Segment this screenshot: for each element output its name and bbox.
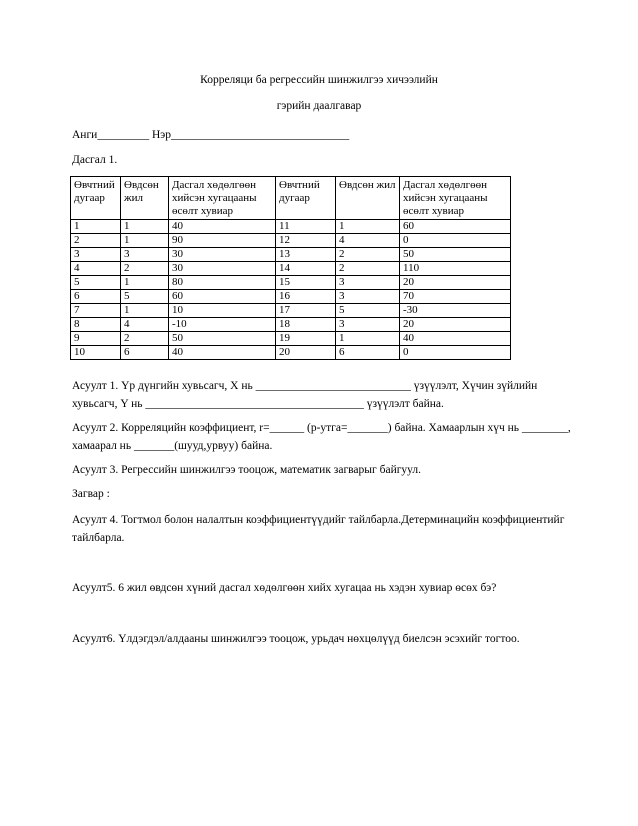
- table-header-cell: Дасгал хөдөлгөөн хийсэн хугацааны өсөлт хувиар: [400, 177, 511, 220]
- table-cell: 18: [276, 318, 336, 332]
- table-cell: 16: [276, 290, 336, 304]
- table-header-cell: Өвдсөн жил: [336, 177, 400, 220]
- table-cell: 20: [400, 318, 511, 332]
- table-cell: 13: [276, 248, 336, 262]
- table-body: [71, 220, 511, 360]
- table-cell: 1: [121, 234, 169, 248]
- table-cell: 3: [121, 248, 169, 262]
- table-cell: 4: [336, 234, 400, 248]
- table-cell: 0: [400, 346, 511, 360]
- table-cell: 90: [169, 234, 276, 248]
- model-label: Загвар :: [72, 488, 110, 500]
- table-row: [71, 234, 511, 248]
- table-cell: 11: [276, 220, 336, 234]
- table-row: [71, 276, 511, 290]
- table-cell: 3: [336, 276, 400, 290]
- table-cell: 40: [169, 220, 276, 234]
- table-cell: 50: [400, 248, 511, 262]
- table-cell: 50: [169, 332, 276, 346]
- table-header-cell: Өвчтний дугаар: [276, 177, 336, 220]
- table-cell: 19: [276, 332, 336, 346]
- table-row: [71, 290, 511, 304]
- question-2: Асуулт 2. Корреляцийн коэффициент, r=______ (p-утга=_______) байна. Хамаарлын хүч нь ________, хамаарал нь _______(шууд,урвуу) байна.: [72, 422, 571, 452]
- table-cell: 5: [336, 304, 400, 318]
- table-cell: 1: [336, 332, 400, 346]
- table-row: [71, 248, 511, 262]
- table-cell: 2: [336, 262, 400, 276]
- table-cell: 3: [71, 248, 121, 262]
- table-cell: 1: [71, 220, 121, 234]
- table-cell: 20: [276, 346, 336, 360]
- table-cell: 5: [71, 276, 121, 290]
- table-cell: 80: [169, 276, 276, 290]
- table-row: [71, 318, 511, 332]
- table-cell: 2: [121, 332, 169, 346]
- table-cell: -10: [169, 318, 276, 332]
- table-cell: 20: [400, 276, 511, 290]
- table-cell: 70: [400, 290, 511, 304]
- table-cell: 2: [71, 234, 121, 248]
- table-cell: 12: [276, 234, 336, 248]
- table-cell: 8: [71, 318, 121, 332]
- table-cell: -30: [400, 304, 511, 318]
- table-cell: 2: [121, 262, 169, 276]
- table-cell: 0: [400, 234, 511, 248]
- data-table: [70, 176, 511, 360]
- table-cell: 15: [276, 276, 336, 290]
- question-3: Асуулт 3. Регрессийн шинжилгээ тооцож, математик загварыг байгуул.: [72, 464, 422, 476]
- table-row: [71, 262, 511, 276]
- table-row: [71, 346, 511, 360]
- table-cell: 6: [121, 346, 169, 360]
- table-cell: 1: [336, 220, 400, 234]
- table-row: [71, 220, 511, 234]
- question-1: Асуулт 1. Үр дүнгийн хувьсагч, X нь ___________________________ үзүүлэлт, Хүчин зүйлийн хувьсагч, Y нь ______________________________________ үзүүлэлт байна.: [72, 380, 538, 410]
- table-cell: 3: [336, 318, 400, 332]
- document-subtitle: гэрийн даалгавар: [276, 100, 362, 112]
- question-6: Асуулт6. Үлдэгдэл/алдааны шинжилгээ тооцож, урьдач нөхцөлүүд биелсэн эсэхийг тогтоо.: [72, 633, 520, 645]
- table-cell: 1: [121, 220, 169, 234]
- table-row: [71, 304, 511, 318]
- table-header-cell: Дасгал хөдөлгөөн хийсэн хугацааны өсөлт хувиар: [169, 177, 276, 220]
- table-cell: 4: [121, 318, 169, 332]
- table-cell: 60: [400, 220, 511, 234]
- table-cell: 5: [121, 290, 169, 304]
- question-5: Асуулт5. 6 жил өвдсөн хүний дасгал хөдөлгөөн хийх хугацаа нь хэдэн хувиар өсөх бэ?: [72, 582, 497, 594]
- class-name-field: Анги_________ Нэр_______________________________: [72, 129, 350, 141]
- table-row: [71, 332, 511, 346]
- table-cell: 1: [121, 304, 169, 318]
- table-cell: 10: [169, 304, 276, 318]
- table-cell: 110: [400, 262, 511, 276]
- table-cell: 7: [71, 304, 121, 318]
- table-cell: 2: [336, 248, 400, 262]
- table-header-cell: Өвдсөн жил: [121, 177, 169, 220]
- table-cell: 40: [169, 346, 276, 360]
- table-cell: 60: [169, 290, 276, 304]
- table-cell: 10: [71, 346, 121, 360]
- table-cell: 6: [71, 290, 121, 304]
- table-cell: 9: [71, 332, 121, 346]
- table-cell: 40: [400, 332, 511, 346]
- table-cell: 14: [276, 262, 336, 276]
- table-cell: 1: [121, 276, 169, 290]
- table-header-row: [71, 177, 511, 220]
- table-cell: 30: [169, 262, 276, 276]
- exercise-label: Дасгал 1.: [72, 154, 118, 166]
- table-header-cell: Өвчтний дугаар: [71, 177, 121, 220]
- document-title: Корреляци ба регрессийн шинжилгээ хичээлийн: [200, 74, 438, 86]
- table-cell: 30: [169, 248, 276, 262]
- table-cell: 6: [336, 346, 400, 360]
- table-cell: 3: [336, 290, 400, 304]
- question-4: Асуулт 4. Тогтмол болон налалтын коэффициентүүдийг тайлбарла.Детерминацийн коэффициентийг тайлбарла.: [72, 514, 565, 544]
- table-cell: 17: [276, 304, 336, 318]
- table-cell: 4: [71, 262, 121, 276]
